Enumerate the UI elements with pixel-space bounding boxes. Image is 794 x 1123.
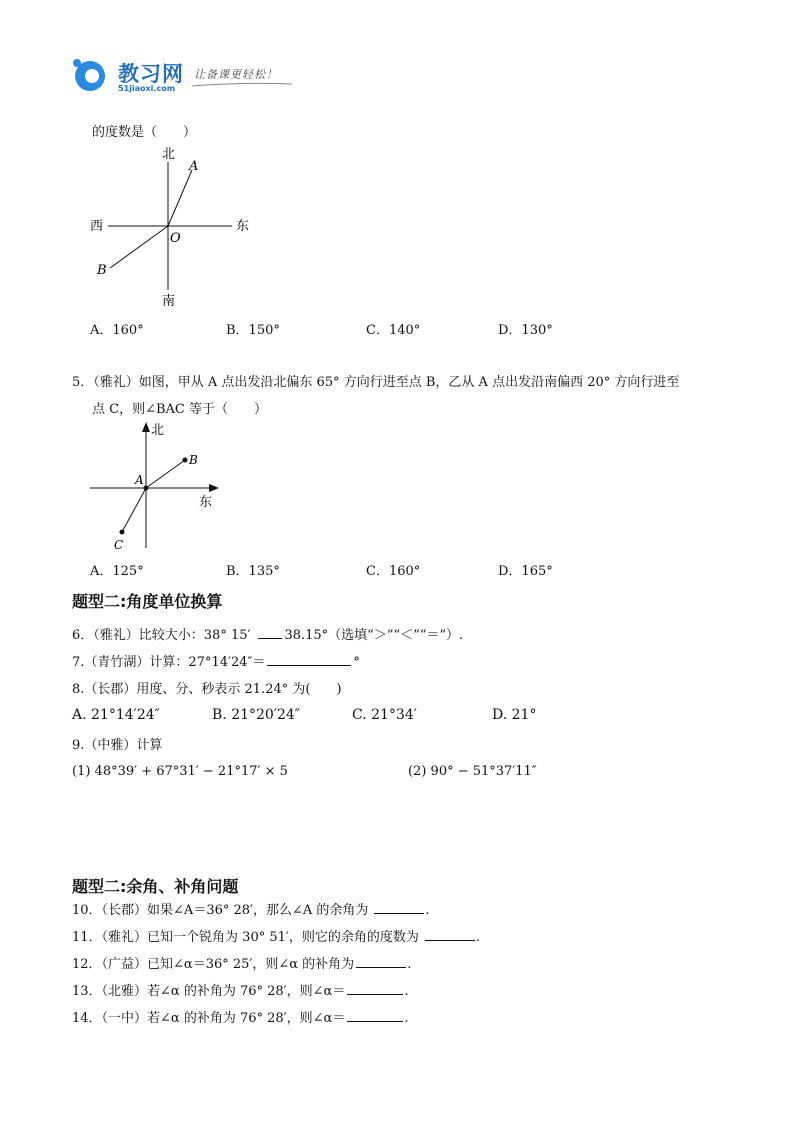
q4-label-west: 西 — [90, 219, 104, 234]
q4-label-o: O — [170, 231, 181, 246]
q13-blank — [347, 982, 403, 995]
q8-option-d: D. 21° — [492, 707, 537, 723]
q6 — [72, 624, 463, 643]
q11-text-after: . — [475, 930, 480, 945]
q4-option-b: B．150° — [226, 323, 280, 338]
q14-text-before: 14．（一中）若∠α 的补角为 76° 28′，则∠α＝ — [72, 1011, 346, 1026]
q4-option-d: D．130° — [498, 323, 553, 338]
q14-text-after: . — [404, 1011, 409, 1026]
logo-slogan: 让备课更轻松！ — [194, 68, 278, 81]
q7-text-after: ° — [353, 655, 360, 670]
q5-label-c: C — [114, 538, 124, 552]
q5-stem-line2: 点 C，则∠BAC 等于（ ） — [92, 402, 267, 417]
q8-option-c: C. 21°34′ — [352, 707, 417, 723]
q12 — [72, 953, 411, 972]
q11 — [72, 926, 480, 945]
q6-text-before: 6．（雅礼）比较大小：38° 15′ — [72, 628, 251, 643]
q6-text-after: 38.15°（选填“＞”“＜”“＝”）. — [284, 628, 464, 643]
q5-label-a: A — [135, 473, 144, 487]
q4-option-c: C．140° — [366, 323, 421, 338]
q9-part-2: (2) 90° − 51°37′11″ — [408, 764, 537, 779]
q7 — [72, 651, 360, 670]
q4-option-a: A．160° — [90, 323, 144, 338]
q5-label-b: B — [189, 453, 198, 467]
q13-text-before: 13．（北雅）若∠α 的补角为 76° 28′，则∠α＝ — [72, 984, 346, 999]
q5-option-a: A．125° — [90, 564, 144, 579]
q12-text-after: . — [407, 957, 412, 972]
q12-text-before: 12．（广益）已知∠α＝36° 25′，则∠α 的补角为 — [72, 957, 355, 972]
q4-label-east: 东 — [236, 219, 250, 234]
q4-stem: 的度数是（ ） — [92, 125, 197, 140]
q4-label-north: 北 — [162, 147, 176, 162]
q10-blank — [374, 901, 424, 914]
logo-url: 51jiaoxi.com — [118, 84, 176, 93]
q5-stem-line1: 5．（雅礼）如图，甲从 A 点出发沿北偏东 65° 方向行进至点 B，乙从 A 点出发沿南偏西 20° 方向行进至 — [72, 375, 680, 390]
q5-option-c: C．160° — [366, 564, 421, 579]
logo-name: 教习网 — [118, 62, 184, 86]
q13 — [72, 980, 408, 999]
q4-compass-diagram — [80, 140, 280, 315]
q5-option-d: D．165° — [498, 564, 553, 579]
q14-blank — [347, 1009, 403, 1022]
q4-label-b: B — [97, 263, 107, 278]
q8-option-b: B. 21°20′24″ — [212, 707, 301, 723]
q8-option-a: A. 21°14′24″ — [72, 707, 160, 723]
q10 — [72, 899, 430, 918]
q5-direction-diagram — [85, 418, 225, 556]
q9-stem: 9.（中雅）计算 — [72, 738, 163, 753]
q14 — [72, 1007, 408, 1026]
q10-text-after: . — [425, 903, 430, 918]
section-title-conversion: 题型二:角度单位换算 — [72, 592, 223, 611]
q4-label-a: A — [189, 159, 199, 174]
q7-blank — [267, 653, 351, 666]
q13-text-after: . — [404, 984, 409, 999]
q9-part-1: (1) 48°39′ + 67°31′ − 21°17′ × 5 — [72, 764, 288, 779]
q12-blank — [356, 955, 406, 968]
q4-label-south: 南 — [162, 294, 176, 309]
q5-label-north: 北 — [151, 423, 165, 438]
q11-blank — [425, 928, 475, 941]
q5-option-b: B．135° — [226, 564, 280, 579]
q7-text-before: 7.（青竹湖）计算：27°14′24″＝ — [72, 655, 266, 670]
q5-label-east: 东 — [199, 495, 213, 510]
q10-text-before: 10．（长郡）如果∠A＝36° 28′，那么∠A 的余角为 — [72, 903, 369, 918]
q6-blank — [258, 626, 282, 639]
section-title-complement: 题型二:余角、补角问题 — [72, 877, 239, 896]
q11-text-before: 11．（雅礼）已知一个锐角为 30° 51′，则它的余角的度数为 — [72, 930, 419, 945]
q8-stem: 8.（长郡）用度、分、秒表示 21.24° 为( ) — [72, 682, 342, 697]
